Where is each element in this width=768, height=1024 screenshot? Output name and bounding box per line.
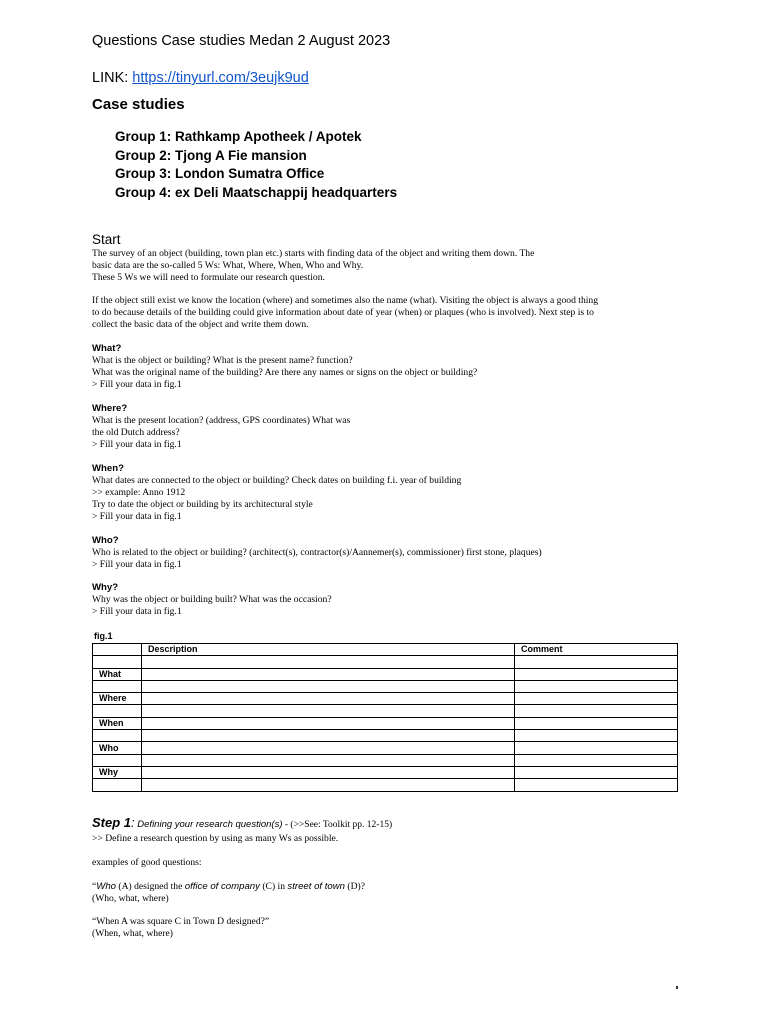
example-2: “When A was square C in Town D designed?” (When, what, where) — [92, 916, 270, 939]
step1-reference: - (>>See: Toolkit pp. 12-15) — [282, 820, 393, 830]
link-line — [92, 70, 309, 86]
who-heading: Who? — [92, 535, 119, 546]
table-row — [93, 730, 678, 742]
document-title: Questions Case studies Medan 2 August 2023 — [92, 33, 391, 49]
table-row: Who — [93, 742, 678, 754]
step1-description: Defining your research question(s) — [134, 819, 283, 830]
table-header-cell: Comment — [515, 644, 678, 656]
tinyurl-link[interactable]: https://tinyurl.com/3eujk9ud — [132, 70, 309, 86]
group-item: Group 4: ex Deli Maatschappij headquarters — [115, 185, 398, 201]
fig1-label: fig.1 — [94, 631, 113, 641]
when-heading: When? — [92, 463, 124, 474]
when-text: What dates are connected to the object or building? Check dates on building f.i. year of building >> example: Anno 1912 Try to date the object or building by its architectural style > Fill your data in fig.1 — [92, 475, 462, 522]
group-item: Group 2: Tjong A Fie mansion — [115, 147, 307, 163]
table-row — [93, 779, 678, 791]
group-item: Group 3: London Sumatra Office — [115, 166, 325, 182]
why-heading: Why? — [92, 582, 119, 593]
group-item: Group 1: Rathkamp Apotheek / Apotek — [115, 129, 362, 144]
what-heading: What? — [92, 343, 122, 354]
table-header-cell: Description — [142, 644, 515, 656]
table-row: Why — [93, 766, 678, 778]
table-header-cell — [93, 644, 142, 656]
why-text: Why was the object or building built? What was the occasion? > Fill your data in fig.1 — [92, 594, 332, 617]
table-row — [93, 680, 678, 692]
table-row — [93, 656, 678, 668]
who-text: Who is related to the object or building? (architect(s), contractor(s)/Aannemer(s), commissioner) first stone, plaques) > Fill your data in fig.1 — [92, 547, 542, 570]
step1-instruction: >> Define a research question by using as many Ws as possible. — [92, 833, 339, 844]
page-mark — [676, 986, 678, 989]
start-heading: Start — [92, 232, 121, 247]
link-label: LINK: — [92, 70, 133, 86]
table-row: Where — [93, 693, 678, 705]
fig1-table — [92, 643, 678, 792]
table-row: What — [93, 668, 678, 680]
what-text: What is the object or building? What is the present name? function? What was the original name of the building? Are there any names or signs on the object or building? > Fill your data in fig.1 — [92, 355, 478, 390]
example-1: “Who (A) designed the office of company (C) in street of town (D)? (Who, what, where) — [92, 881, 365, 904]
start-paragraph-2: If the object still exist we know the location (where) and sometimes also the name (what). Visiting the object is always a good thing to do because details of the building could give information about date of year (when) or plaques (who is involved). Next step is to collect the basic data of the object and write them down. — [92, 295, 598, 330]
table-row — [93, 754, 678, 766]
case-studies-heading: Case studies — [92, 96, 185, 113]
table-row — [93, 705, 678, 717]
where-text: What is the present location? (address, GPS coordinates) What was the old Dutch address? > Fill your data in fig.1 — [92, 415, 351, 450]
examples-label: examples of good questions: — [92, 857, 202, 868]
step1-label: Step 1 — [92, 815, 132, 830]
start-paragraph-1: The survey of an object (building, town plan etc.) starts with finding data of the object and writing them down. The basic data are the so-called 5 Ws: What, Where, When, Who and Why. These 5 Ws we will need to formulate our research question. — [92, 248, 535, 283]
table-row: When — [93, 717, 678, 729]
table-header-row — [93, 644, 678, 656]
step1-heading: Step 1: Defining your research question(s) - (>>See: Toolkit pp. 12-15) — [92, 815, 393, 830]
group-list — [115, 128, 397, 203]
where-heading: Where? — [92, 403, 128, 414]
